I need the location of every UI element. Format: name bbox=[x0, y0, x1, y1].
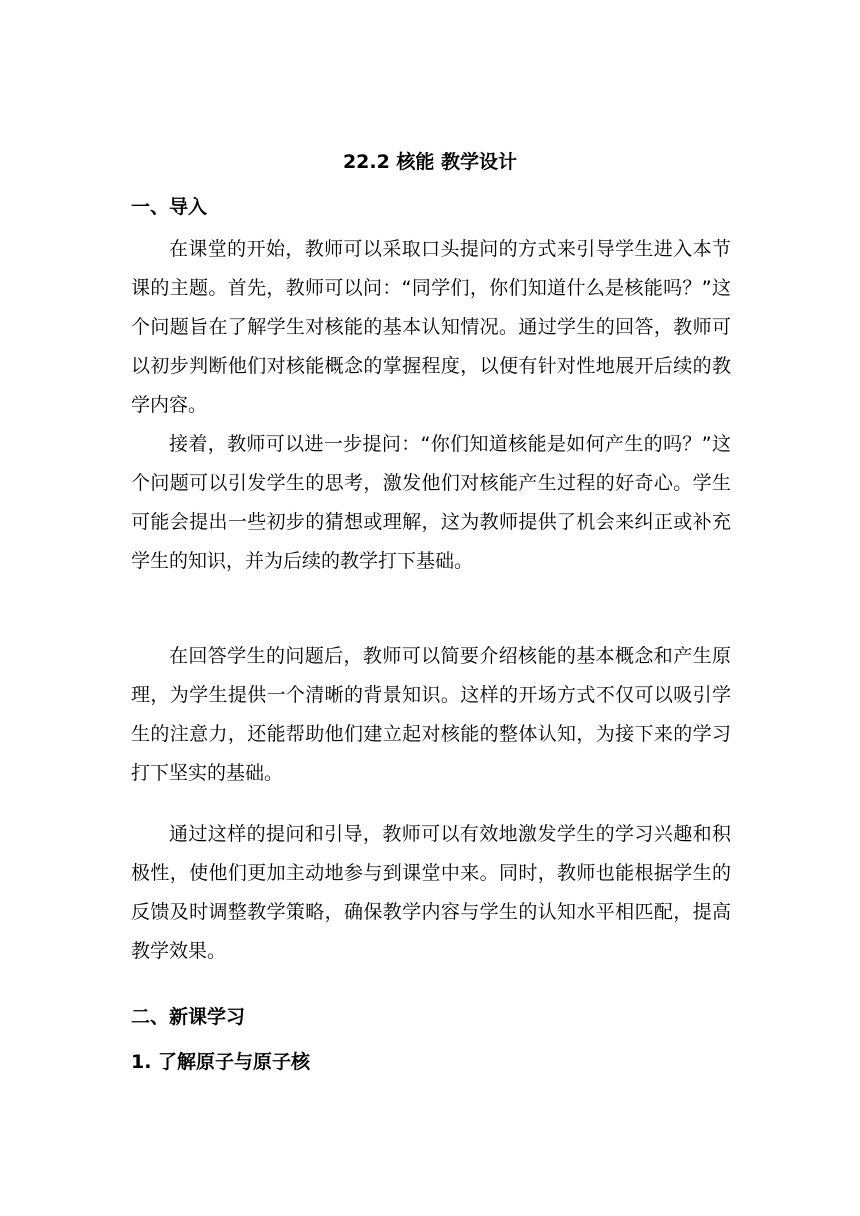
paragraph-2: 接着，教师可以进一步提问：“你们知道核能是如何产生的吗？”这个问题可以引发学生的思考，激发他们对核能产生过程的好奇心。学生可能会提出一些初步的猜想或理解，这为教师提供了机会来纠正或补充学生的知识，并为后续的教学打下基础。 bbox=[131, 433, 731, 572]
section-heading-intro: 一、导入 bbox=[131, 196, 208, 218]
paragraph-3: 在回答学生的问题后，教师可以简要介绍核能的基本概念和产生原理，为学生提供一个清晰的背景知识。这样的开场方式不仅可以吸引学生的注意力，还能帮助他们建立起对核能的整体认知，为接下来的学习打下坚实的基础。 bbox=[131, 645, 731, 784]
document-title: 22.2 核能 教学设计 bbox=[342, 151, 518, 173]
section-heading-new-lesson: 二、新课学习 bbox=[131, 1006, 246, 1028]
paragraph-4: 通过这样的提问和引导，教师可以有效地激发学生的学习兴趣和积极性，使他们更加主动地参与到课堂中来。同时，教师也能根据学生的反馈及时调整教学策略，确保教学内容与学生的认知水平相匹配，提高教学效果。 bbox=[131, 823, 731, 962]
paragraph-1: 在课堂的开始，教师可以采取口头提问的方式来引导学生进入本节课的主题。首先，教师可以问：“同学们，你们知道什么是核能吗？”这个问题旨在了解学生对核能的基本认知情况。通过学生的回答，教师可以初步判断他们对核能概念的掌握程度，以便有针对性地展开后续的教学内容。 bbox=[131, 238, 731, 416]
subsection-heading: 1. 了解原子与原子核 bbox=[131, 1051, 311, 1073]
